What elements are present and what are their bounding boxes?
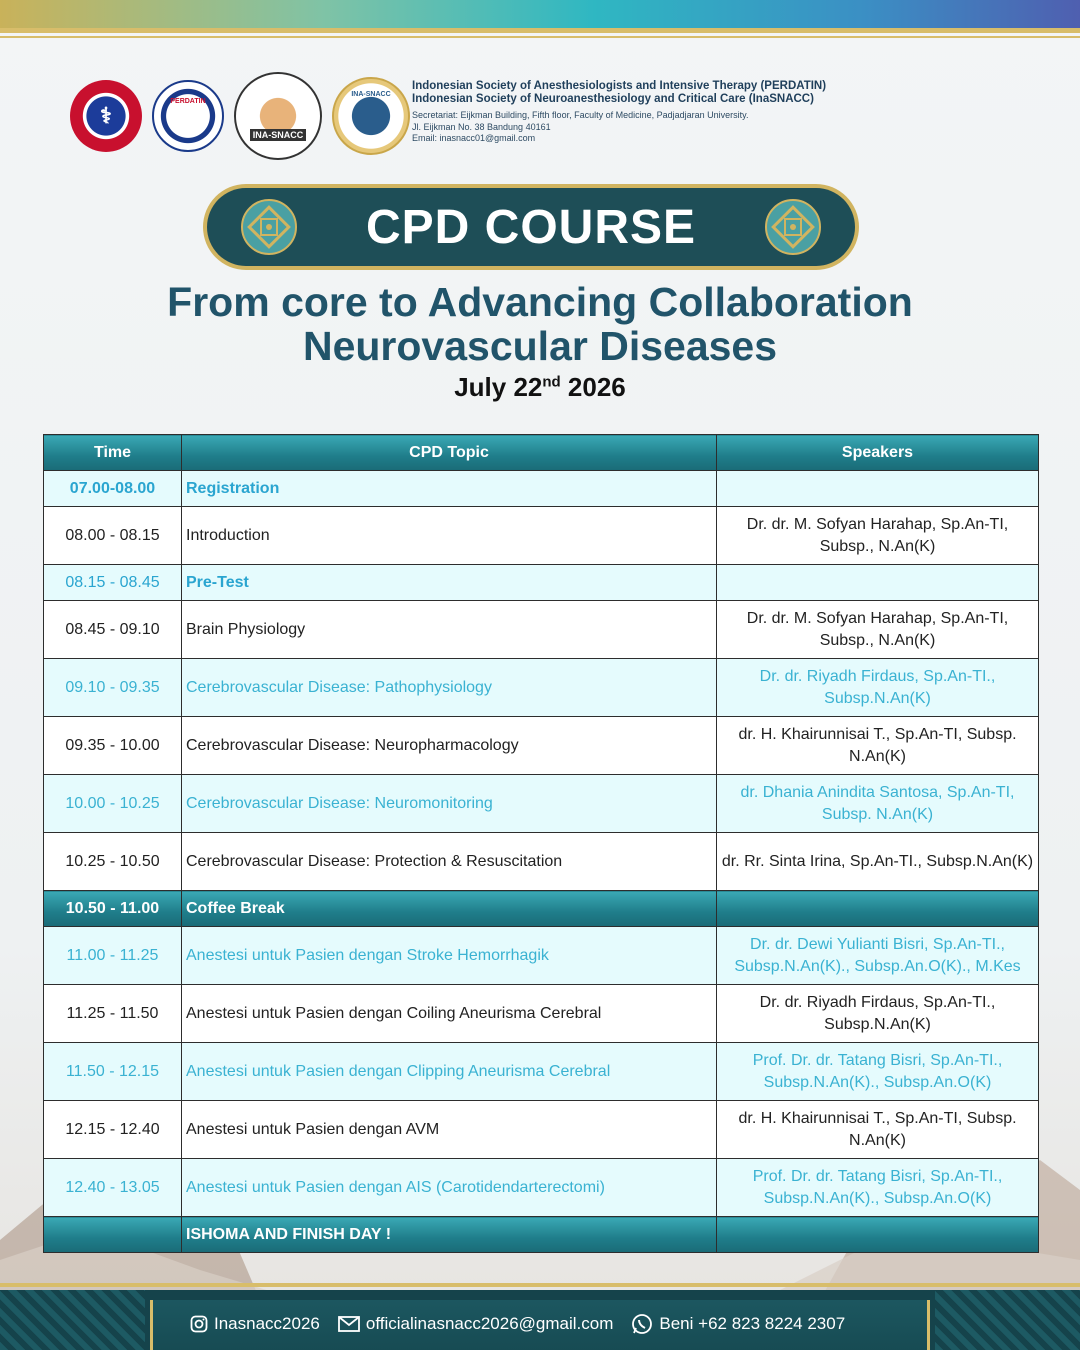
speakers-cell: dr. Rr. Sinta Irina, Sp.An-TI., Subsp.N.An(K)	[717, 833, 1039, 891]
date-suffix: nd	[542, 373, 561, 391]
date-month-day: July 22	[454, 372, 543, 402]
time-cell: 12.40 - 13.05	[44, 1159, 182, 1217]
perdatin-emblem-icon: ⚕	[70, 80, 142, 152]
time-cell: 12.15 - 12.40	[44, 1101, 182, 1159]
secretariat-text: Secretariat: Eijkman Building, Fifth floor, Faculty of Medicine, Padjadjaran University.	[412, 110, 749, 120]
speakers-cell: Dr. dr. M. Sofyan Harahap, Sp.An-TI, Subsp., N.An(K)	[717, 601, 1039, 659]
table-row	[44, 891, 1039, 927]
instagram-contact[interactable]	[190, 1314, 320, 1334]
headline-line-2: Neurovascular Diseases	[302, 323, 778, 369]
org-line-1: Indonesian Society of Anesthesiologists and Intensive Therapy (PERDATIN)	[412, 80, 827, 92]
table-row	[44, 775, 1039, 833]
top-gold-thin-line	[0, 36, 1080, 38]
time-cell: 08.45 - 09.10	[44, 601, 182, 659]
speakers-cell: Dr. dr. Riyadh Firdaus, Sp.An-TI., Subsp.N.An(K)	[717, 659, 1039, 717]
time-cell: 08.15 - 08.45	[44, 565, 182, 601]
time-cell: 10.00 - 10.25	[44, 775, 182, 833]
speakers-cell: Dr. dr. M. Sofyan Harahap, Sp.An-TI, Subsp., N.An(K)	[717, 507, 1039, 565]
top-gold-line	[0, 28, 1080, 33]
organization-info	[412, 80, 972, 145]
schedule-body	[44, 471, 1039, 1253]
mail-icon	[338, 1315, 360, 1333]
event-date	[0, 372, 1080, 403]
topic-cell: Anestesi untuk Pasien dengan Coiling Aneurisma Cerebral	[182, 985, 717, 1043]
headline-line-1: From core to Advancing Collaboration	[167, 279, 913, 325]
speakers-cell: dr. H. Khairunnisai T., Sp.An-TI, Subsp. N.An(K)	[717, 717, 1039, 775]
ornament-left-icon	[241, 199, 297, 255]
speakers-cell: dr. Dhania Anindita Santosa, Sp.An-TI, Subsp. N.An(K)	[717, 775, 1039, 833]
topic-cell: Pre-Test	[182, 565, 717, 601]
speakers-cell: Dr. dr. Riyadh Firdaus, Sp.An-TI., Subsp.N.An(K)	[717, 985, 1039, 1043]
topic-cell: Anestesi untuk Pasien dengan AVM	[182, 1101, 717, 1159]
whatsapp-icon	[631, 1313, 653, 1335]
table-row	[44, 507, 1039, 565]
ina-snacc-seal-icon	[332, 77, 410, 155]
time-cell: 10.50 - 11.00	[44, 891, 182, 927]
topic-cell: Anestesi untuk Pasien dengan AIS (Carotidendarterectomi)	[182, 1159, 717, 1217]
topic-cell: Cerebrovascular Disease: Protection & Resuscitation	[182, 833, 717, 891]
topic-cell: Cerebrovascular Disease: Neuropharmacology	[182, 717, 717, 775]
topic-cell: ISHOMA AND FINISH DAY !	[182, 1217, 717, 1253]
time-cell: 09.35 - 10.00	[44, 717, 182, 775]
time-cell: 10.25 - 10.50	[44, 833, 182, 891]
ina-snacc-seal-label: INA-SNACC	[351, 90, 391, 98]
whatsapp-number: Beni +62 823 8224 2307	[659, 1314, 846, 1333]
speakers-cell: Dr. dr. Dewi Yulianti Bisri, Sp.An-TI., Subsp.N.An(K)., Subsp.An.O(K)., M.Kes	[717, 927, 1039, 985]
table-row	[44, 1101, 1039, 1159]
instagram-icon	[190, 1315, 208, 1333]
footer-pattern-right	[935, 1290, 1080, 1350]
time-cell: 09.10 - 09.35	[44, 659, 182, 717]
footer-contacts	[190, 1313, 845, 1335]
time-cell: 11.50 - 12.15	[44, 1043, 182, 1101]
speakers-cell: dr. H. Khairunnisai T., Sp.An-TI, Subsp. N.An(K)	[717, 1101, 1039, 1159]
footer-email: officialinasnacc2026@gmail.com	[365, 1314, 614, 1333]
time-cell: 11.25 - 11.50	[44, 985, 182, 1043]
topic-cell: Anestesi untuk Pasien dengan Clipping Aneurisma Cerebral	[182, 1043, 717, 1101]
time-cell: 11.00 - 11.25	[44, 927, 182, 985]
topic-cell: Cerebrovascular Disease: Pathophysiology	[182, 659, 717, 717]
header-time: Time	[44, 435, 182, 471]
topic-cell: Brain Physiology	[182, 601, 717, 659]
topic-cell: Anestesi untuk Pasien dengan Stroke Hemorrhagik	[182, 927, 717, 985]
table-row	[44, 471, 1039, 507]
speakers-cell: Prof. Dr. dr. Tatang Bisri, Sp.An-TI., Subsp.N.An(K)., Subsp.An.O(K)	[717, 1159, 1039, 1217]
speakers-cell	[717, 565, 1039, 601]
table-row	[44, 1043, 1039, 1101]
speakers-cell: Prof. Dr. dr. Tatang Bisri, Sp.An-TI., Subsp.N.An(K)., Subsp.An.O(K)	[717, 1043, 1039, 1101]
topic-cell: Registration	[182, 471, 717, 507]
ornament-right-icon	[765, 199, 821, 255]
header-speakers: Speakers	[717, 435, 1039, 471]
table-row	[44, 1217, 1039, 1253]
speakers-cell	[717, 891, 1039, 927]
footer-gold-line	[0, 1283, 1080, 1287]
email-contact[interactable]	[338, 1314, 614, 1334]
email-text: Email: inasnacc01@gmail.com	[412, 133, 536, 143]
cpd-course-banner	[203, 184, 859, 270]
perdatin-logo-icon	[152, 80, 224, 152]
banner-title: CPD COURSE	[365, 200, 697, 254]
ina-snacc-brain-logo-icon	[234, 72, 322, 160]
date-year: 2026	[560, 372, 626, 402]
table-row	[44, 985, 1039, 1043]
table-row	[44, 717, 1039, 775]
top-gradient-band	[0, 0, 1080, 28]
header-topic: CPD Topic	[182, 435, 717, 471]
topic-cell: Coffee Break	[182, 891, 717, 927]
logo-row	[70, 78, 410, 154]
schedule-table	[43, 434, 1039, 1253]
ina-snacc-brain-logo-label: INA-SNACC	[250, 129, 307, 141]
whatsapp-contact[interactable]	[631, 1313, 845, 1335]
topic-cell: Introduction	[182, 507, 717, 565]
time-cell	[44, 1217, 182, 1253]
table-row	[44, 601, 1039, 659]
table-row	[44, 659, 1039, 717]
speakers-cell	[717, 1217, 1039, 1253]
speakers-cell	[717, 471, 1039, 507]
table-row	[44, 565, 1039, 601]
instagram-handle: Inasnacc2026	[214, 1314, 320, 1333]
address-text: Jl. Eijkman No. 38 Bandung 40161	[412, 121, 551, 132]
topic-cell: Cerebrovascular Disease: Neuromonitoring	[182, 775, 717, 833]
table-row	[44, 833, 1039, 891]
table-row	[44, 927, 1039, 985]
perdatin-logo-label: PERDATIN	[170, 97, 206, 105]
table-row	[44, 1159, 1039, 1217]
footer-pattern-left	[0, 1290, 145, 1350]
time-cell: 07.00-08.00	[44, 471, 182, 507]
time-cell: 08.00 - 08.15	[44, 507, 182, 565]
org-line-2: Indonesian Society of Neuroanesthesiology and Critical Care (InaSNACC)	[412, 93, 814, 105]
table-header-row	[44, 435, 1039, 471]
